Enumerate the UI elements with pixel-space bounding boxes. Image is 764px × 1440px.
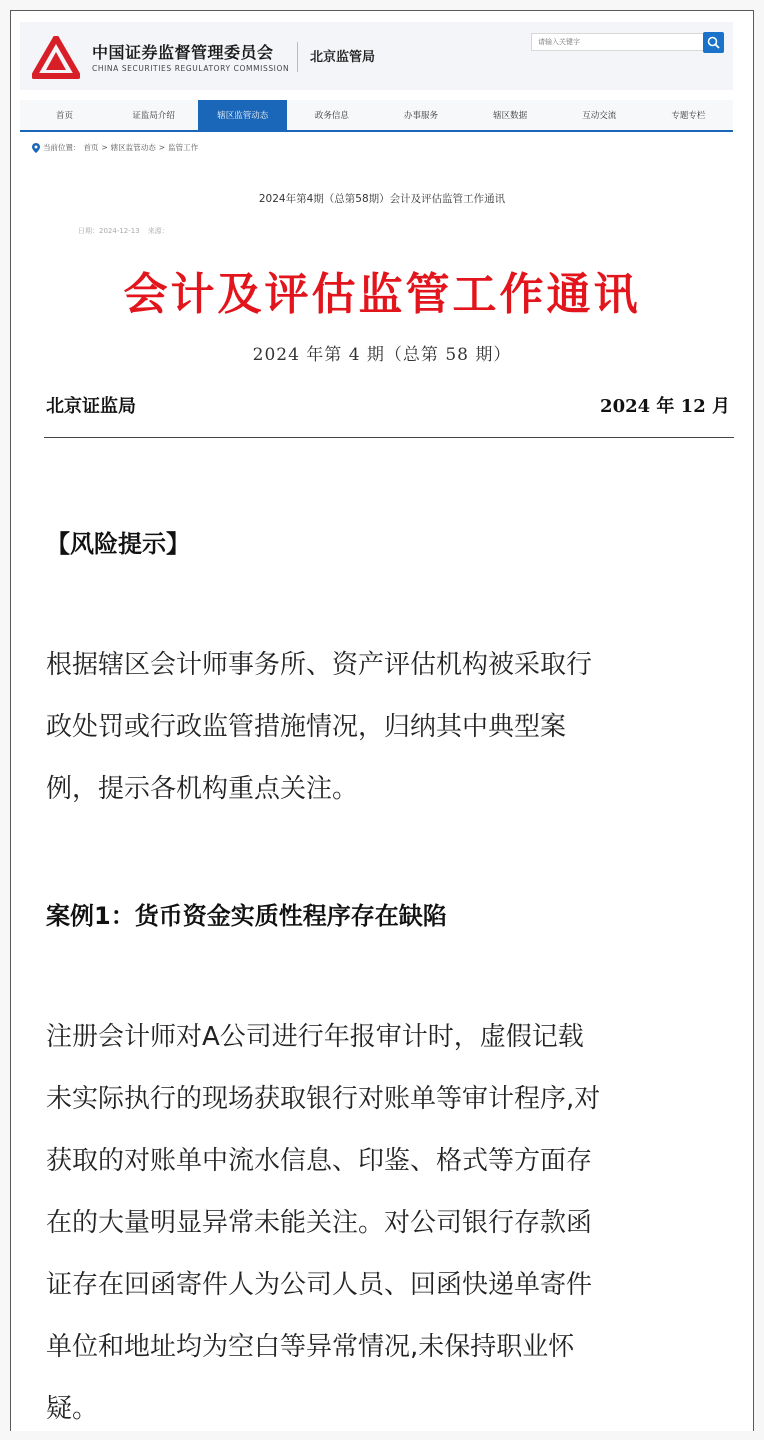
paragraph-line: 证存在回函寄件人为公司人员、回函快递单寄件 [46, 1270, 593, 1300]
main-nav [20, 100, 733, 132]
article-source: 来源： [147, 227, 169, 235]
org-name-cn: 中国证券监督管理委员会 [92, 43, 274, 62]
nav-item-about[interactable]: 证监局介绍 [132, 111, 175, 121]
location-pin-icon [32, 143, 40, 153]
org-name-en: CHINA SECURITIES REGULATORY COMMISSION [92, 64, 290, 73]
nav-item-data[interactable]: 辖区数据 [493, 111, 528, 121]
paragraph-line: 政处罚或行政监管措施情况，归纳其中典型案 [46, 712, 567, 742]
search-input[interactable] [531, 33, 705, 51]
nav-item-topics[interactable]: 专题专栏 [671, 111, 706, 121]
breadcrumb-current[interactable]: 监管工作 [168, 143, 199, 152]
header-divider [297, 42, 298, 72]
breadcrumb-home[interactable]: 首页 [83, 143, 99, 152]
breadcrumb-regulatory-news[interactable]: 辖区监管动态 [110, 143, 156, 152]
issue-date: 2024 年 12 月 [600, 396, 730, 417]
article-title: 2024年第4期（总第58期）会计及评估监管工作通讯 [258, 193, 506, 205]
case-paragraph [46, 1006, 726, 1440]
intro-paragraph [46, 634, 726, 820]
section-heading-risk: 【风险提示】 [46, 530, 190, 558]
breadcrumb [32, 142, 198, 153]
issue-number: 2024 年第 4 期（总第 58 期） [252, 345, 512, 365]
paragraph-line: 在的大量明显异常未能关注。对公司银行存款函 [46, 1208, 593, 1238]
search-icon [707, 36, 720, 49]
paragraph-line: 单位和地址均为空白等异常情况,未保持职业怀 [46, 1332, 575, 1362]
paragraph-line: 根据辖区会计师事务所、资产评估机构被采取行 [46, 650, 593, 680]
breadcrumb-separator: > [101, 143, 108, 152]
paragraph-line: 获取的对账单中流水信息、印鉴、格式等方面存 [46, 1146, 593, 1176]
paragraph-line: 疑。 [46, 1394, 99, 1424]
case-heading: 案例1：货币资金实质性程序存在缺陷 [46, 902, 447, 930]
nav-item-interaction[interactable]: 互动交流 [582, 111, 617, 121]
search-button[interactable] [703, 32, 724, 53]
bureau-name: 北京监管局 [310, 50, 376, 65]
document-title: 会计及评估监管工作通讯 [123, 269, 641, 320]
paragraph-line: 未实际执行的现场获取银行对账单等审计程序,对 [46, 1084, 601, 1114]
csrc-logo-icon[interactable] [32, 36, 80, 80]
nav-item-government-info[interactable]: 政务信息 [314, 111, 349, 121]
nav-item-services[interactable]: 办事服务 [404, 111, 439, 121]
nav-item-home[interactable]: 首页 [56, 111, 74, 121]
breadcrumb-prefix: 当前位置： [43, 143, 81, 152]
paragraph-line: 注册会计师对A公司进行年报审计时，虚假记载 [46, 1022, 584, 1052]
paragraph-line: 例，提示各机构重点关注。 [46, 774, 359, 804]
article-meta [78, 226, 169, 236]
header-rule [44, 437, 734, 438]
article-date: 日期：2024-12-13 [78, 227, 140, 235]
issuer-name: 北京证监局 [46, 396, 136, 417]
nav-item-regulatory-news[interactable]: 辖区监管动态 [198, 100, 287, 130]
breadcrumb-separator: > [158, 143, 166, 152]
